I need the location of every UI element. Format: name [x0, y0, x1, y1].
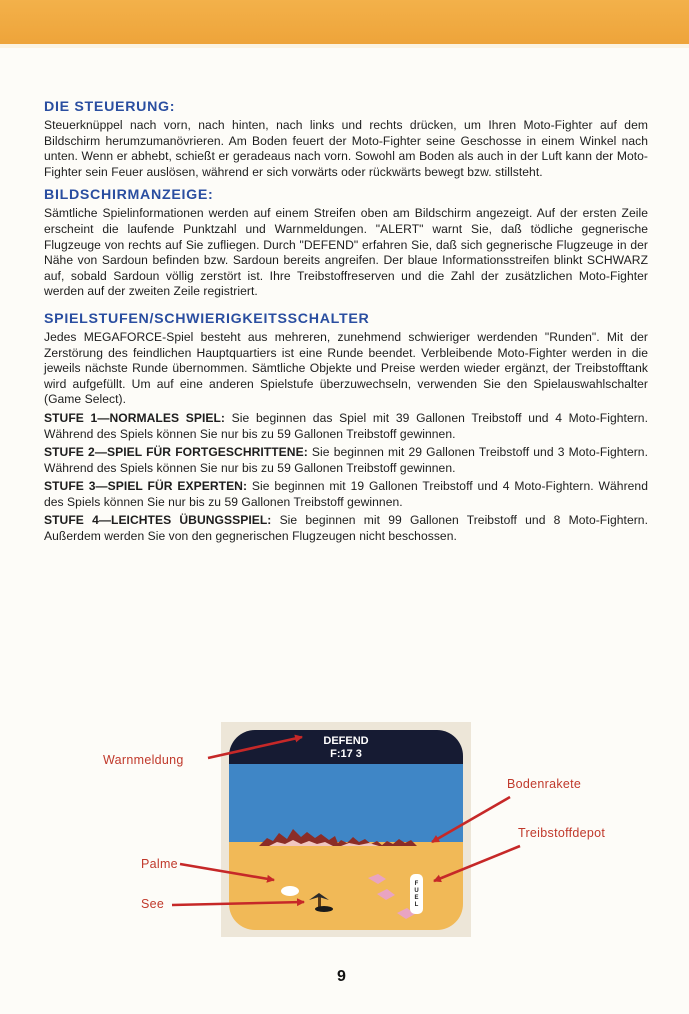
level-1-head: STUFE 1—NORMALES SPIEL:: [44, 410, 226, 425]
lake-sprite: [315, 906, 333, 912]
level-1: [44, 411, 648, 442]
fuel-depot-sprite: [410, 874, 423, 914]
screen-fuel-text: F:17 3: [330, 748, 362, 760]
sky: [229, 764, 463, 842]
label-warnmeldung: Warnmeldung: [103, 753, 184, 767]
fuel-letter: E: [414, 895, 419, 901]
screen-alert-text: DEFEND: [323, 735, 369, 747]
level-2: [44, 445, 648, 476]
level-3: [44, 479, 648, 510]
orange-header-band: [0, 0, 689, 44]
paragraph-steuerung: Steuerknüppel nach vorn, nach hinten, nach links und rechts drücken, um Ihren Moto-Fighter auf dem Bildschirm herumzumanövrieren. Am Boden feuert der Moto-Fighter seine Geschosse in einem Winkel nach unten. Wenn er abhebt, schießt er geradeaus nach vorn. Sowohl am Boden als auch in der Luft kann der Moto-Fighter sein Feuer auslösen, während er sich vorwärts oder rückwärts bewegt bzw. stillsteht.: [44, 118, 648, 179]
fuel-letter: L: [414, 902, 419, 908]
level-4-text: Sie beginnen mit 99 Gallonen Treibstoff und 8 Moto-Fightern. Außerdem werden Sie von den gegnerischen Flugzeugen nicht beschossen.: [44, 513, 648, 544]
level-4: [44, 513, 648, 544]
paragraph-spielstufen: Jedes MEGAFORCE-Spiel besteht aus mehreren, zunehmend schwieriger werdenden "Runden". Mit der Zerstörung des feindlichen Hauptquartiers ist eine Runde beendet. Verbleibende Moto-Fighter werden in die jeweils nächste Runde übernommen. Sämtliche Objekte und Preise werden wieder ergänzt, der Treibstofftank wird aufgefüllt. Um auf eine anderen Spielstufe überzuwechseln, verwenden Sie den Spielauswahlschalter (Game Select).: [44, 329, 648, 407]
tv-screen: [229, 730, 463, 930]
label-see: See: [141, 897, 165, 911]
paragraph-bildschirmanzeige: Sämtliche Spielinformationen werden auf einem Streifen oben am Bildschirm angezeigt. Auf der ersten Zeile erscheint die laufende Punktzahl und Warnmeldungen. "ALERT" warnt Sie, daß tödliche gegnerische Flugzeuge von rechts auf Sie zufliegen. Durch "DEFEND" erfahren Sie, daß sich gegnerische Flugzeuge in der Nähe von Sardoun befinden bzw. Sardoun bereits angreifen. Der blaue Informationsstreifen blinkt SCHWARZ auf, sobald Sardoun völlig zerstört ist. Ihre Treibstoffreserven und die Zahl der zusätzlichen Moto-Fighter werden auf der zweiten Zeile registriert.: [44, 206, 648, 299]
level-3-text: Sie beginnen mit 19 Gallonen Treibstoff und 4 Moto-Fightern. Während des Spiels können Sie nur bis zu 59 Gallonen Treibstoff gewinnen.: [44, 479, 648, 509]
sand: [229, 842, 463, 930]
fuel-letter: U: [414, 888, 419, 894]
page-number: 9: [337, 968, 346, 985]
label-palme: Palme: [141, 857, 178, 871]
heading-bildschirmanzeige: BILDSCHIRMANZEIGE:: [44, 187, 214, 204]
svg-text:FUEL: [414, 881, 418, 908]
label-bodenrakete: Bodenrakete: [507, 777, 582, 791]
header-divider: [0, 44, 689, 48]
level-1-text: Sie beginnen das Spiel mit 39 Gallonen Treibstoff und 4 Moto-Fightern. Während des Spiels können Sie nur bis zu 59 Gallonen Treibstoff gewinnen.: [44, 410, 648, 441]
level-2-head: STUFE 2—SPIEL FÜR FORTGESCHRITTENE:: [44, 445, 308, 460]
heading-spielstufen: SPIELSTUFEN/SCHWIERIGKEITSSCHALTER: [44, 310, 370, 327]
label-treibstoffdepot: Treibstoffdepot: [518, 826, 606, 840]
heading-steuerung: DIE STEUERUNG:: [44, 99, 176, 115]
game-screen-illustration: [221, 722, 471, 937]
manual-text: [44, 98, 648, 545]
level-4-head: STUFE 4—LEICHTES ÜBUNGSSPIEL:: [44, 513, 272, 528]
game-scene: [229, 730, 463, 930]
level-3-head: STUFE 3—SPIEL FÜR EXPERTEN:: [44, 479, 248, 494]
level-2-text: Sie beginnen mit 29 Gallonen Treibstoff und 3 Moto-Fightern. Während des Spiels können Sie nur bis zu 59 Gallonen Treibstoff gewinnen.: [44, 445, 648, 475]
fuel-letter: F: [414, 881, 419, 887]
